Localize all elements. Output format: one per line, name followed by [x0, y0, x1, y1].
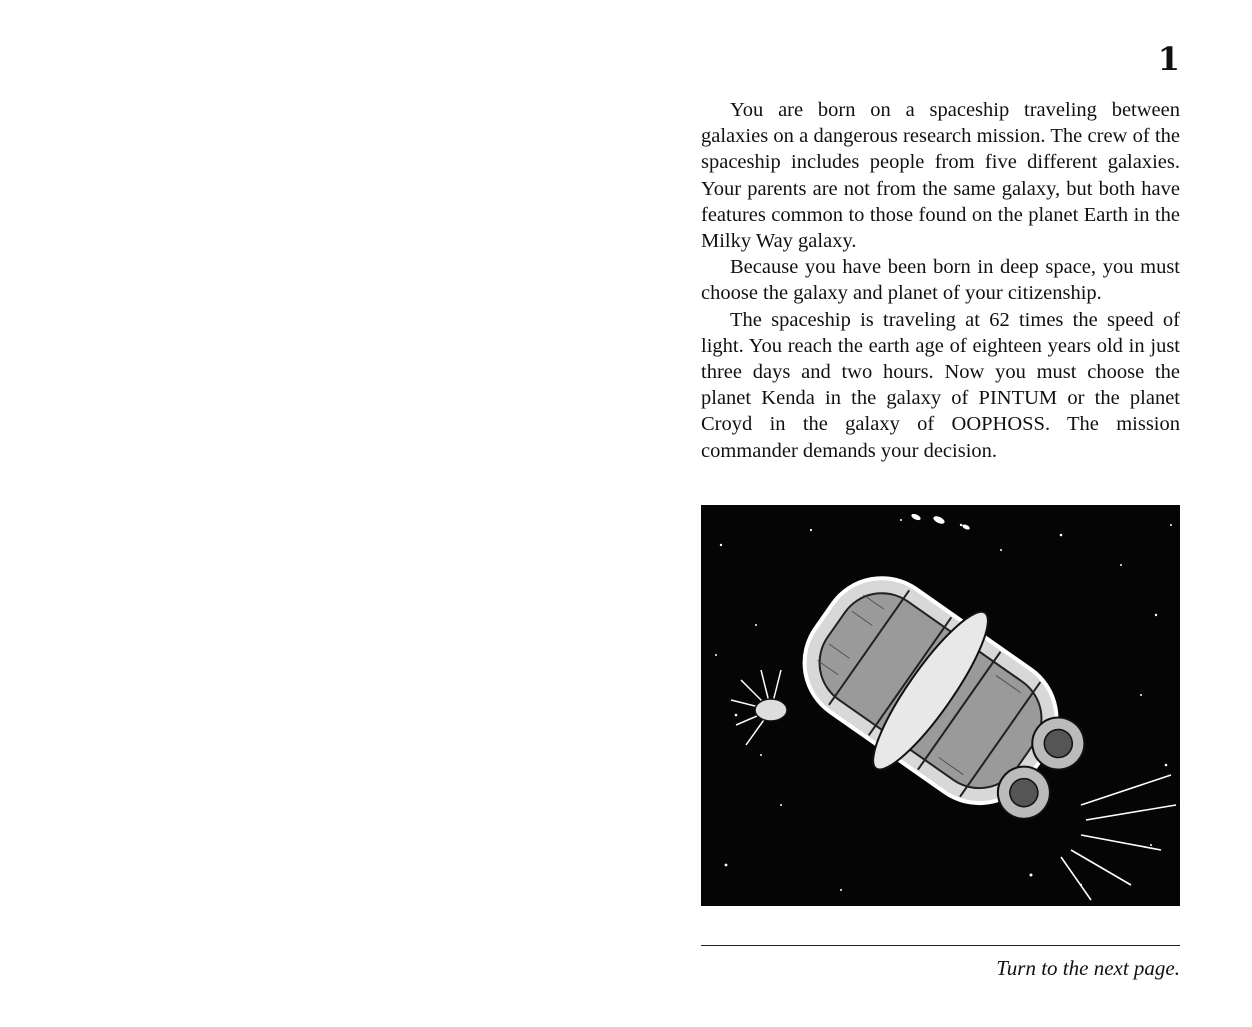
- footer-instruction: Turn to the next page.: [996, 956, 1180, 980]
- story-text: [701, 97, 1180, 464]
- right-page: [626, 0, 1252, 1027]
- spaceship-icon: [701, 505, 1180, 906]
- ship-hull: [770, 538, 1117, 861]
- page-number: 1: [1157, 40, 1180, 78]
- pod: [755, 699, 787, 721]
- paragraph-1: You are born on a spaceship traveling between galaxies on a dangerous research mission. The crew of the spaceship includes people from five different galaxies. Your parents are not from the same galaxy, but both have features common to those found on the planet Earth in the Milky Way galaxy.: [701, 99, 1180, 253]
- paragraph-3: The spaceship is traveling at 62 times the speed of light. You reach the earth age of eighteen years old in just three days and two hours. Now you must choose the planet Kenda in the galaxy of PINTUM or the planet Croyd in the galaxy of OOPHOSS. The mission commander demands your decision.: [701, 308, 1180, 462]
- spaceship-illustration: [701, 505, 1180, 906]
- footer-rule: [701, 945, 1180, 946]
- paragraph-2: Because you have been born in deep space, you must choose the galaxy and planet of your citizenship.: [701, 256, 1180, 305]
- exhaust: [1061, 775, 1176, 900]
